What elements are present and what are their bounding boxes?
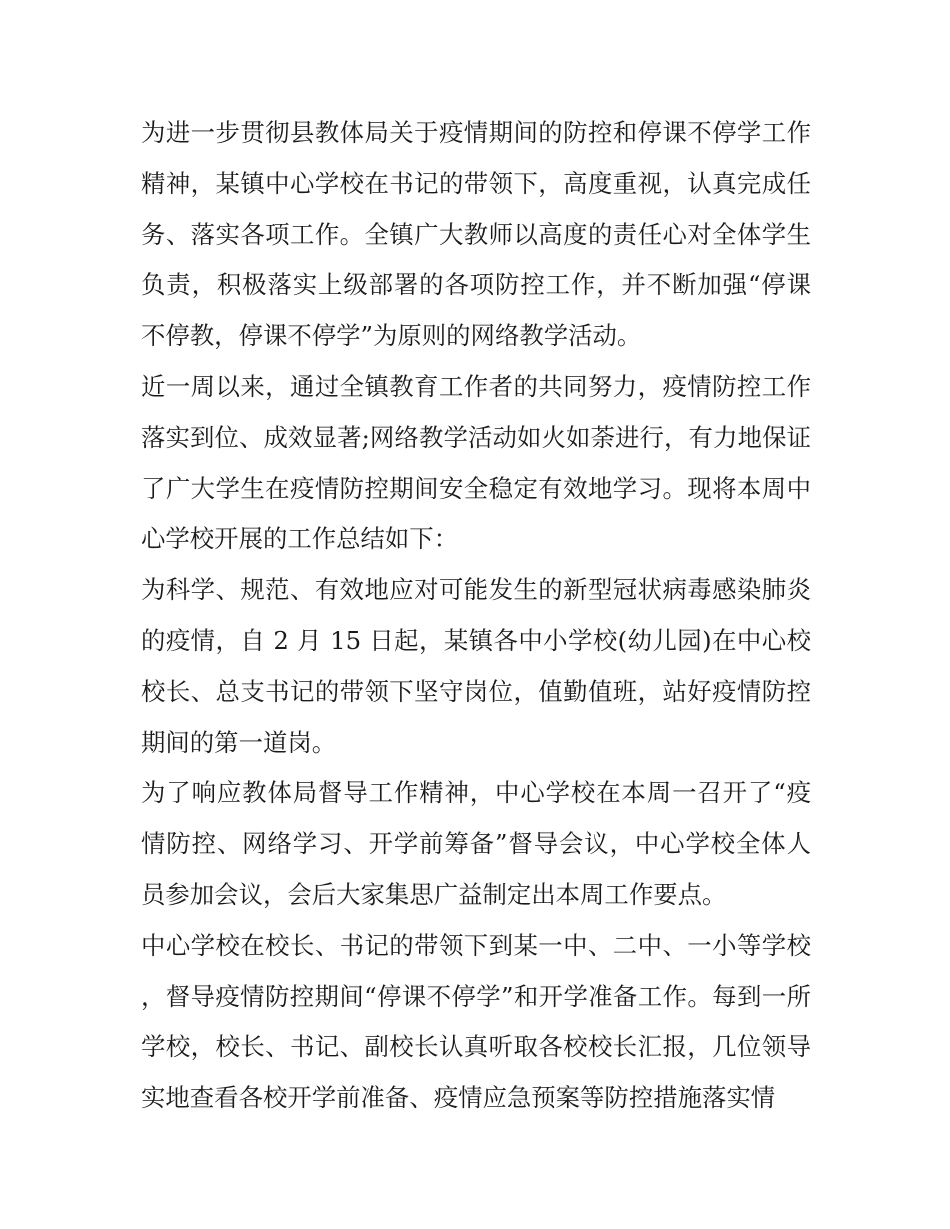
paragraph-5: 中心学校在校长、书记的带领下到某一中、二中、一小等学校，督导疫情防控期间“停课不停学”和开学准备工作。每到一所学校，校长、书记、副校长认真听取各校校长汇报，几位领导实地查看各校开学前准备、疫情应急预案等防控措施落实情 <box>141 930 811 1113</box>
paragraph-2: 近一周以来，通过全镇教育工作者的共同努力，疫情防控工作落实到位、成效显著;网络教学活动如火如荼进行，有力地保证了广大学生在疫情防控期间安全稳定有效地学习。现将本周中心学校开展的工作总结如下： <box>141 371 811 554</box>
paragraph-1: 为进一步贯彻县教体局关于疫情期间的防控和停课不停学工作精神，某镇中心学校在书记的带领下，高度重视，认真完成任务、落实各项工作。全镇广大教师以高度的责任心对全体学生负责，积极落实上级部署的各项防控工作，并不断加强“停课不停教，停课不停学”为原则的网络教学活动。 <box>141 118 811 351</box>
document-body <box>141 108 811 1124</box>
paragraph-3: 为科学、规范、有效地应对可能发生的新型冠状病毒感染肺炎的疫情，自 2 月 15 日起，某镇各中小学校(幼儿园)在中心校校长、总支书记的带领下坚守岗位，值勤值班，站好疫情防控期间的第一道岗。 <box>141 575 811 757</box>
paragraph-4: 为了响应教体局督导工作精神，中心学校在本周一召开了“疫情防控、网络学习、开学前筹备”督导会议，中心学校全体人员参加会议，会后大家集思广益制定出本周工作要点。 <box>141 778 811 909</box>
